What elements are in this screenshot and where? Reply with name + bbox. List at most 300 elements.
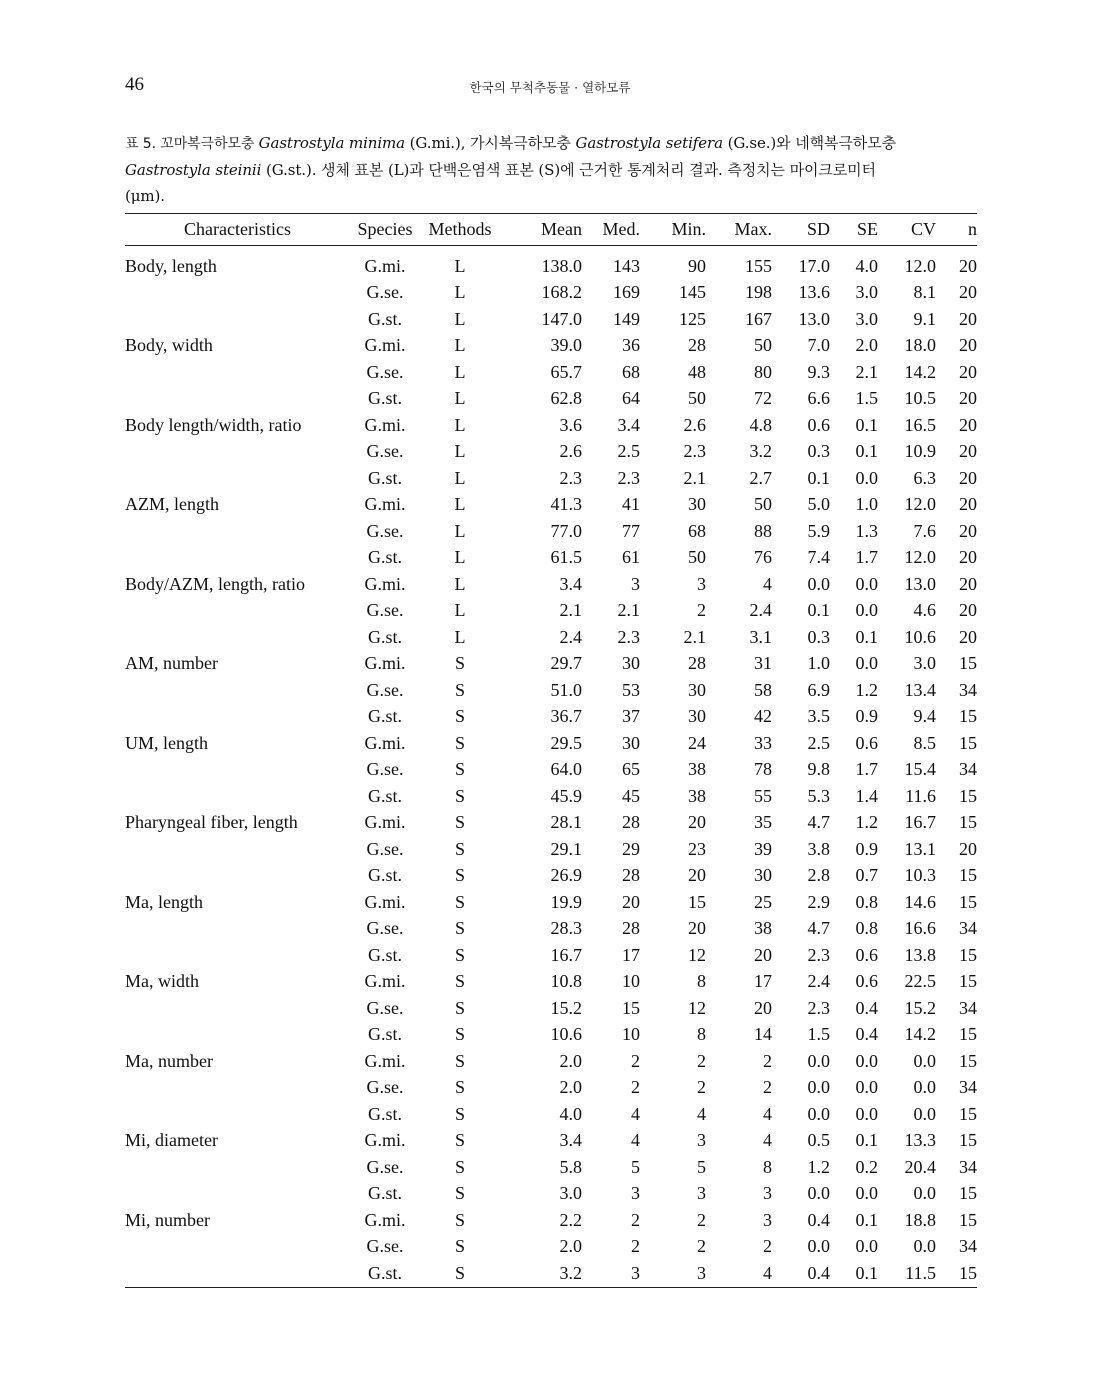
cell-cv: 10.5 — [904, 388, 936, 409]
cell-sd: 0.0 — [807, 1183, 830, 1204]
cell-max: 167 — [745, 308, 772, 329]
cell-se: 2.0 — [855, 335, 878, 356]
cell-species: G.st. — [367, 865, 402, 886]
cell-cv: 10.3 — [904, 865, 936, 886]
cell-min: 4 — [697, 1103, 706, 1124]
cell-max: 198 — [745, 282, 772, 303]
cell-method: S — [454, 679, 465, 700]
cell-cv: 0.0 — [913, 1183, 936, 1204]
cell-characteristic: UM, length — [125, 732, 208, 753]
cell-method: S — [454, 812, 465, 833]
table-row — [125, 412, 977, 439]
cell-method: L — [454, 467, 466, 488]
cell-cv: 12.0 — [904, 494, 936, 515]
cell-characteristic — [125, 439, 350, 466]
cell-mean: 2.6 — [559, 441, 582, 462]
cell-cv: 0.0 — [913, 1236, 936, 1257]
cell-sd: 17.0 — [798, 255, 830, 276]
cell-cv: 13.0 — [904, 573, 936, 594]
cell-sd: 9.3 — [807, 361, 830, 382]
cell-characteristic — [125, 916, 350, 943]
cell-method: L — [454, 520, 466, 541]
cell-sd: 9.8 — [807, 759, 830, 780]
table-row — [125, 518, 977, 545]
cell-characteristic — [125, 545, 350, 572]
table-row — [125, 1207, 977, 1234]
cell-sd: 3.8 — [807, 838, 830, 859]
table-row — [125, 465, 977, 492]
cell-sd: 13.0 — [798, 308, 830, 329]
table-row — [125, 810, 977, 837]
cell-species: G.mi. — [364, 255, 406, 276]
cell-cv: 0.0 — [913, 1050, 936, 1071]
cell-median: 2.3 — [617, 626, 640, 647]
cell-species: G.st. — [367, 706, 402, 727]
table-row — [125, 995, 977, 1022]
table-row — [125, 571, 977, 598]
cell-characteristic — [125, 677, 350, 704]
cell-characteristic: Body, length — [125, 255, 217, 276]
cell-species: G.se. — [366, 759, 404, 780]
cell-min: 23 — [688, 838, 706, 859]
table-row — [125, 704, 977, 731]
cell-characteristic — [125, 359, 350, 386]
cell-species: G.st. — [367, 467, 402, 488]
cell-se: 0.1 — [855, 1209, 878, 1230]
cell-method: S — [454, 1209, 465, 1230]
cell-max: 4 — [763, 1130, 772, 1151]
cell-sd: 6.6 — [807, 388, 830, 409]
cell-species: G.mi. — [364, 891, 406, 912]
cell-characteristic — [125, 942, 350, 969]
cell-species: G.st. — [367, 1183, 402, 1204]
cell-n: 34 — [959, 1077, 977, 1098]
cell-species: G.se. — [366, 361, 404, 382]
table-row — [125, 836, 977, 863]
cell-method: L — [454, 441, 466, 462]
table-row — [125, 492, 977, 519]
cell-n: 15 — [959, 1209, 977, 1230]
cell-mean: 2.4 — [559, 626, 582, 647]
cell-cv: 18.0 — [904, 335, 936, 356]
cell-se: 0.0 — [855, 1050, 878, 1071]
cell-cv: 16.5 — [904, 414, 936, 435]
cell-characteristic — [125, 1075, 350, 1102]
cell-sd: 2.4 — [807, 971, 830, 992]
cell-characteristic — [125, 1181, 350, 1208]
cell-mean: 45.9 — [550, 785, 582, 806]
table-row — [125, 1181, 977, 1208]
cell-n: 20 — [959, 494, 977, 515]
header-mean: Mean — [541, 219, 582, 239]
cell-median: 30 — [622, 732, 640, 753]
cell-n: 15 — [959, 1183, 977, 1204]
cell-species: G.st. — [367, 547, 402, 568]
cell-characteristic: Ma, width — [125, 971, 199, 992]
cell-method: L — [454, 361, 466, 382]
running-header: 한국의 무척추동물 · 열하모류 — [469, 80, 631, 95]
cell-max: 50 — [754, 494, 772, 515]
cell-se: 1.4 — [855, 785, 878, 806]
cell-mean: 77.0 — [550, 520, 582, 541]
cell-cv: 0.0 — [913, 1103, 936, 1124]
caption-species-minima: Gastrostyla minima — [258, 134, 406, 152]
cell-max: 58 — [754, 679, 772, 700]
table-row — [125, 624, 977, 651]
cell-mean: 39.0 — [550, 335, 582, 356]
cell-characteristic: AZM, length — [125, 494, 219, 515]
cell-n: 15 — [959, 971, 977, 992]
cell-median: 36 — [622, 335, 640, 356]
cell-n: 20 — [959, 520, 977, 541]
cell-characteristic — [125, 1154, 350, 1181]
cell-sd: 7.0 — [807, 335, 830, 356]
cell-mean: 138.0 — [541, 255, 582, 276]
cell-se: 0.1 — [855, 1262, 878, 1283]
cell-method: L — [454, 600, 466, 621]
header-min: Min. — [671, 219, 706, 239]
cell-method: L — [454, 414, 466, 435]
cell-se: 0.1 — [855, 1130, 878, 1151]
cell-max: 3.2 — [749, 441, 772, 462]
cell-characteristic: Mi, number — [125, 1209, 210, 1230]
cell-cv: 20.4 — [904, 1156, 936, 1177]
cell-min: 30 — [688, 706, 706, 727]
cell-cv: 3.0 — [913, 653, 936, 674]
cell-method: L — [454, 573, 466, 594]
cell-method: S — [454, 1024, 465, 1045]
cell-max: 4 — [763, 1103, 772, 1124]
cell-max: 155 — [745, 255, 772, 276]
cell-min: 3 — [697, 1130, 706, 1151]
cell-mean: 168.2 — [541, 282, 582, 303]
cell-characteristic — [125, 465, 350, 492]
caption-unit: (μm). — [125, 187, 165, 205]
cell-median: 2 — [631, 1209, 640, 1230]
cell-min: 50 — [688, 547, 706, 568]
table-row — [125, 942, 977, 969]
cell-cv: 22.5 — [904, 971, 936, 992]
cell-se: 0.1 — [855, 414, 878, 435]
cell-characteristic: Body, width — [125, 335, 213, 356]
cell-sd: 2.3 — [807, 944, 830, 965]
cell-mean: 10.6 — [550, 1024, 582, 1045]
cell-se: 0.0 — [855, 467, 878, 488]
header-characteristics: Characteristics — [184, 219, 291, 239]
table-row — [125, 439, 977, 466]
cell-characteristic: Ma, number — [125, 1050, 213, 1071]
cell-median: 2.1 — [617, 600, 640, 621]
cell-sd: 7.4 — [807, 547, 830, 568]
table-caption — [125, 130, 977, 209]
table-row — [125, 1075, 977, 1102]
cell-n: 20 — [959, 547, 977, 568]
cell-median: 3 — [631, 1183, 640, 1204]
cell-n: 15 — [959, 891, 977, 912]
cell-min: 2 — [697, 1077, 706, 1098]
cell-method: S — [454, 944, 465, 965]
cell-max: 2 — [763, 1050, 772, 1071]
table-row — [125, 1154, 977, 1181]
cell-mean: 61.5 — [550, 547, 582, 568]
table-row — [125, 280, 977, 307]
cell-characteristic — [125, 757, 350, 784]
header-max: Max. — [734, 219, 772, 239]
cell-max: 25 — [754, 891, 772, 912]
cell-min: 2 — [697, 1236, 706, 1257]
table-row — [125, 969, 977, 996]
cell-median: 29 — [622, 838, 640, 859]
cell-n: 20 — [959, 626, 977, 647]
caption-part-1: 표 5. 꼬마복극하모충 — [125, 136, 259, 152]
cell-n: 34 — [959, 1236, 977, 1257]
cell-n: 15 — [959, 1050, 977, 1071]
caption-species-steinii: Gastrostyla steinii — [125, 161, 262, 179]
cell-n: 15 — [959, 865, 977, 886]
cell-method: S — [454, 918, 465, 939]
cell-mean: 41.3 — [550, 494, 582, 515]
cell-n: 15 — [959, 785, 977, 806]
cell-se: 1.3 — [855, 520, 878, 541]
cell-median: 65 — [622, 759, 640, 780]
cell-max: 14 — [754, 1024, 772, 1045]
cell-median: 10 — [622, 971, 640, 992]
cell-mean: 51.0 — [550, 679, 582, 700]
cell-characteristic — [125, 836, 350, 863]
cell-species: G.se. — [366, 441, 404, 462]
cell-sd: 0.0 — [807, 1236, 830, 1257]
cell-se: 0.2 — [855, 1156, 878, 1177]
cell-min: 20 — [688, 812, 706, 833]
cell-min: 48 — [688, 361, 706, 382]
cell-median: 45 — [622, 785, 640, 806]
cell-cv: 12.0 — [904, 255, 936, 276]
cell-max: 50 — [754, 335, 772, 356]
cell-median: 61 — [622, 547, 640, 568]
cell-sd: 0.0 — [807, 573, 830, 594]
cell-median: 41 — [622, 494, 640, 515]
cell-method: S — [454, 759, 465, 780]
cell-max: 38 — [754, 918, 772, 939]
cell-cv: 10.6 — [904, 626, 936, 647]
cell-characteristic: Body/AZM, length, ratio — [125, 573, 305, 594]
cell-max: 4 — [763, 1262, 772, 1283]
cell-method: L — [454, 494, 466, 515]
cell-cv: 13.8 — [904, 944, 936, 965]
cell-n: 20 — [959, 361, 977, 382]
cell-method: S — [454, 865, 465, 886]
cell-se: 1.7 — [855, 759, 878, 780]
cell-min: 8 — [697, 1024, 706, 1045]
cell-se: 2.1 — [855, 361, 878, 382]
caption-part-7: (G.st.). 생체 표본 (L)과 단백은염색 표본 (S)에 근거한 통계처리 결과. 측정치는 마이크로미터 — [261, 161, 876, 179]
table-row — [125, 1260, 977, 1287]
cell-n: 15 — [959, 944, 977, 965]
cell-species: G.se. — [366, 1077, 404, 1098]
cell-n: 15 — [959, 812, 977, 833]
cell-se: 4.0 — [855, 255, 878, 276]
cell-mean: 28.1 — [550, 812, 582, 833]
cell-species: G.se. — [366, 997, 404, 1018]
cell-min: 30 — [688, 679, 706, 700]
cell-se: 0.6 — [855, 732, 878, 753]
cell-n: 20 — [959, 282, 977, 303]
cell-species: G.mi. — [364, 732, 406, 753]
cell-n: 34 — [959, 997, 977, 1018]
cell-min: 3 — [697, 1183, 706, 1204]
cell-n: 15 — [959, 1103, 977, 1124]
header-methods: Methods — [428, 219, 492, 239]
cell-median: 149 — [613, 308, 640, 329]
cell-median: 15 — [622, 997, 640, 1018]
table-header-row — [125, 214, 977, 246]
cell-mean: 3.4 — [559, 573, 582, 594]
cell-method: L — [454, 255, 466, 276]
cell-median: 77 — [622, 520, 640, 541]
cell-mean: 2.3 — [559, 467, 582, 488]
cell-cv: 4.6 — [913, 600, 936, 621]
cell-se: 0.0 — [855, 1077, 878, 1098]
cell-se: 0.9 — [855, 706, 878, 727]
table-row — [125, 783, 977, 810]
cell-species: G.mi. — [364, 1130, 406, 1151]
cell-cv: 10.9 — [904, 441, 936, 462]
cell-characteristic — [125, 1101, 350, 1128]
cell-n: 20 — [959, 308, 977, 329]
cell-min: 3 — [697, 573, 706, 594]
cell-cv: 15.4 — [904, 759, 936, 780]
cell-cv: 0.0 — [913, 1077, 936, 1098]
cell-method: L — [454, 626, 466, 647]
cell-n: 20 — [959, 335, 977, 356]
cell-mean: 2.1 — [559, 600, 582, 621]
cell-species: G.st. — [367, 308, 402, 329]
cell-min: 2.3 — [683, 441, 706, 462]
cell-cv: 9.4 — [913, 706, 936, 727]
cell-max: 3 — [763, 1209, 772, 1230]
cell-method: S — [454, 891, 465, 912]
cell-mean: 3.6 — [559, 414, 582, 435]
cell-method: S — [454, 1050, 465, 1071]
cell-n: 15 — [959, 1130, 977, 1151]
cell-characteristic — [125, 1022, 350, 1049]
cell-cv: 15.2 — [904, 997, 936, 1018]
table-row — [125, 677, 977, 704]
cell-mean: 36.7 — [550, 706, 582, 727]
cell-sd: 2.8 — [807, 865, 830, 886]
cell-sd: 6.9 — [807, 679, 830, 700]
cell-se: 0.8 — [855, 918, 878, 939]
table-row — [125, 863, 977, 890]
cell-se: 0.0 — [855, 653, 878, 674]
cell-cv: 6.3 — [913, 467, 936, 488]
page-number: 46 — [125, 74, 144, 95]
cell-cv: 9.1 — [913, 308, 936, 329]
header-n: n — [968, 219, 977, 239]
table-row — [125, 916, 977, 943]
cell-se: 1.0 — [855, 494, 878, 515]
cell-characteristic — [125, 863, 350, 890]
cell-method: S — [454, 732, 465, 753]
cell-sd: 0.3 — [807, 441, 830, 462]
cell-species: G.mi. — [364, 414, 406, 435]
table-row — [125, 333, 977, 360]
cell-sd: 1.0 — [807, 653, 830, 674]
cell-n: 34 — [959, 679, 977, 700]
cell-characteristic — [125, 783, 350, 810]
cell-median: 28 — [622, 812, 640, 833]
cell-min: 24 — [688, 732, 706, 753]
caption-part-5: (G.se.)와 네핵복극하모충 — [722, 134, 896, 152]
table-row — [125, 1128, 977, 1155]
cell-method: L — [454, 335, 466, 356]
cell-species: G.mi. — [364, 971, 406, 992]
cell-method: S — [454, 838, 465, 859]
cell-cv: 14.6 — [904, 891, 936, 912]
cell-median: 2 — [631, 1236, 640, 1257]
cell-characteristic — [125, 598, 350, 625]
cell-se: 0.0 — [855, 1236, 878, 1257]
cell-cv: 14.2 — [904, 361, 936, 382]
cell-median: 17 — [622, 944, 640, 965]
cell-se: 0.8 — [855, 891, 878, 912]
cell-se: 0.1 — [855, 441, 878, 462]
cell-n: 15 — [959, 732, 977, 753]
cell-n: 20 — [959, 838, 977, 859]
cell-n: 15 — [959, 706, 977, 727]
cell-species: G.se. — [366, 679, 404, 700]
cell-se: 0.0 — [855, 1103, 878, 1124]
cell-se: 0.9 — [855, 838, 878, 859]
cell-min: 50 — [688, 388, 706, 409]
cell-min: 2 — [697, 600, 706, 621]
cell-n: 20 — [959, 467, 977, 488]
cell-max: 31 — [754, 653, 772, 674]
cell-characteristic — [125, 306, 350, 333]
cell-mean: 29.1 — [550, 838, 582, 859]
cell-species: G.se. — [366, 918, 404, 939]
cell-species: G.se. — [366, 600, 404, 621]
table-row — [125, 246, 977, 280]
statistics-table — [125, 213, 977, 1288]
cell-cv: 11.5 — [905, 1262, 936, 1283]
header-med: Med. — [602, 219, 640, 239]
cell-se: 1.2 — [855, 679, 878, 700]
cell-species: G.st. — [367, 388, 402, 409]
cell-max: 2.4 — [749, 600, 772, 621]
cell-characteristic: Mi, diameter — [125, 1130, 218, 1151]
cell-median: 3 — [631, 573, 640, 594]
cell-mean: 2.2 — [559, 1209, 582, 1230]
cell-min: 68 — [688, 520, 706, 541]
cell-max: 17 — [754, 971, 772, 992]
cell-species: G.st. — [367, 1103, 402, 1124]
cell-species: G.mi. — [364, 335, 406, 356]
cell-cv: 16.7 — [904, 812, 936, 833]
cell-max: 72 — [754, 388, 772, 409]
cell-mean: 62.8 — [550, 388, 582, 409]
caption-part-3: (G.mi.), 가시복극하모충 — [405, 134, 576, 152]
table-row — [125, 651, 977, 678]
cell-sd: 0.0 — [807, 1103, 830, 1124]
cell-mean: 28.3 — [550, 918, 582, 939]
cell-mean: 29.5 — [550, 732, 582, 753]
table-row — [125, 545, 977, 572]
cell-sd: 2.5 — [807, 732, 830, 753]
table-row — [125, 757, 977, 784]
cell-method: S — [454, 1103, 465, 1124]
cell-max: 3 — [763, 1183, 772, 1204]
